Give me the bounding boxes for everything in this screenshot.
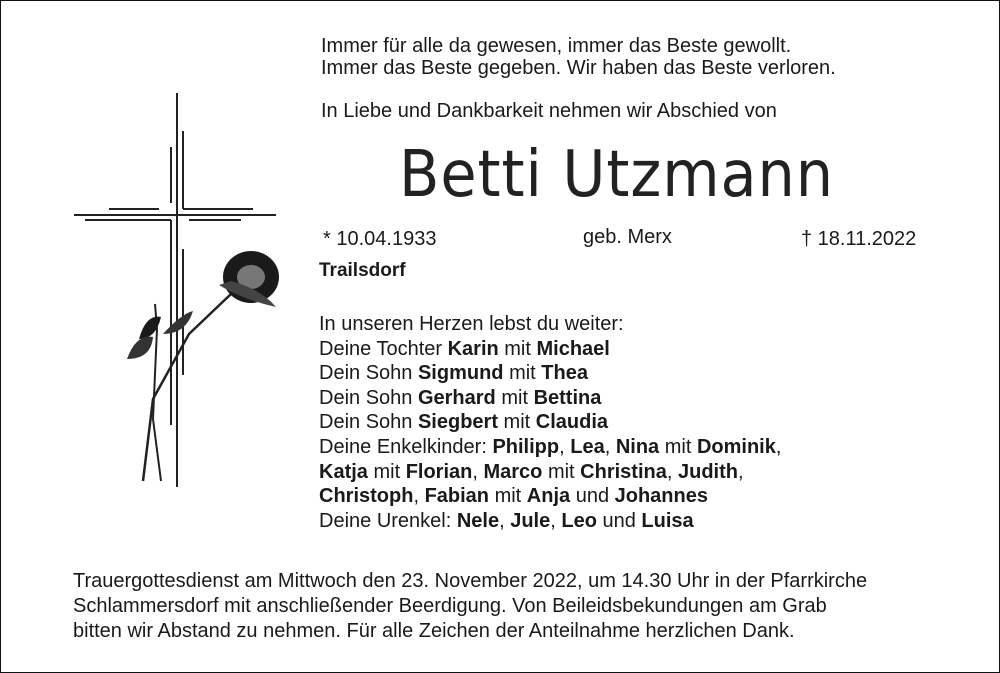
verse-line-1: Immer für alle da gewesen, immer das Beste gewollt. bbox=[321, 35, 792, 57]
family-text: , bbox=[559, 436, 571, 458]
intro-text: In Liebe und Dankbarkeit nehmen wir Abschied von bbox=[321, 100, 777, 122]
family-member-name: Christoph bbox=[319, 485, 414, 508]
family-member-name: Karin bbox=[447, 337, 499, 360]
family-line bbox=[319, 436, 781, 458]
family-member-name: Nina bbox=[615, 436, 660, 458]
family-line bbox=[319, 313, 624, 335]
family-text: , bbox=[775, 436, 782, 458]
family-member-name: Thea bbox=[541, 362, 588, 385]
family-member-name: Leo bbox=[561, 509, 597, 532]
family-text: und bbox=[596, 509, 642, 532]
family-member-name: Sigmund bbox=[417, 362, 504, 385]
family-member-name: Dominik bbox=[696, 436, 776, 458]
service-line-1: Trauergottesdienst am Mittwoch den 23. November 2022, um 14.30 Uhr in der Pfarrkirche bbox=[73, 570, 868, 592]
family-text: mit bbox=[659, 436, 697, 458]
family-text: , bbox=[413, 485, 425, 508]
family-member-name: Judith bbox=[677, 460, 738, 483]
family-member-name: Philipp bbox=[492, 436, 560, 458]
family-line bbox=[319, 362, 588, 384]
family-text: Deine Enkelkinder: bbox=[319, 436, 493, 458]
family-member-name: Anja bbox=[526, 485, 571, 508]
family-member-name: Siegbert bbox=[417, 411, 498, 434]
family-text: , bbox=[604, 436, 616, 458]
family-text: , bbox=[666, 460, 678, 483]
family-text: , bbox=[737, 460, 744, 483]
birth-date: * 10.04.1933 bbox=[323, 228, 437, 250]
family-text: , bbox=[472, 460, 484, 483]
family-text: mit bbox=[489, 485, 527, 508]
service-line-3: bitten wir Abstand zu nehmen. Für alle Zeichen der Anteilnahme herzlichen Dank. bbox=[73, 620, 795, 642]
family-text: , bbox=[499, 509, 511, 532]
family-text: mit bbox=[367, 460, 406, 483]
cross-with-rose-icon bbox=[61, 89, 301, 499]
family-member-name: Florian bbox=[405, 460, 473, 483]
place: Trailsdorf bbox=[319, 260, 406, 281]
family-text: , bbox=[550, 509, 562, 532]
family-text: Deine Tochter bbox=[319, 337, 448, 360]
family-member-name: Luisa bbox=[641, 509, 694, 532]
family-text: mit bbox=[542, 460, 581, 483]
family-text: mit bbox=[498, 411, 536, 434]
family-member-name: Claudia bbox=[535, 411, 609, 434]
death-date: † 18.11.2022 bbox=[801, 228, 917, 250]
service-line-2: Schlammersdorf mit anschließender Beerdigung. Von Beileidsbekundungen am Grab bbox=[73, 595, 827, 617]
family-member-name: Gerhard bbox=[417, 386, 496, 409]
family-member-name: Michael bbox=[536, 337, 610, 360]
family-text: Dein Sohn bbox=[319, 386, 418, 409]
family-text: mit bbox=[503, 362, 542, 385]
family-member-name: Fabian bbox=[424, 485, 490, 508]
family-text: Deine Urenkel: bbox=[319, 509, 457, 532]
family-member-name: Marco bbox=[483, 460, 543, 483]
family-member-name: Johannes bbox=[614, 485, 708, 508]
family-member-name: Nele bbox=[456, 509, 500, 532]
maiden-name: geb. Merx bbox=[583, 226, 672, 248]
family-member-name: Christina bbox=[580, 460, 667, 483]
family-text: mit bbox=[498, 337, 537, 360]
family-line bbox=[319, 387, 601, 409]
family-line bbox=[319, 411, 608, 433]
family-text: und bbox=[570, 485, 615, 508]
deceased-name: Betti Utzmann bbox=[399, 138, 834, 212]
family-member-name: Katja bbox=[319, 460, 368, 483]
family-member-name: Bettina bbox=[533, 386, 602, 409]
family-text: Dein Sohn bbox=[319, 411, 418, 434]
family-line bbox=[319, 338, 610, 360]
family-member-name: Jule bbox=[510, 509, 551, 532]
family-text: In unseren Herzen lebst du weiter: bbox=[319, 313, 624, 335]
family-line bbox=[319, 485, 708, 507]
family-text: mit bbox=[495, 386, 534, 409]
family-line bbox=[319, 461, 744, 483]
family-line bbox=[319, 510, 694, 532]
family-text: Dein Sohn bbox=[319, 362, 418, 385]
family-member-name: Lea bbox=[570, 436, 605, 458]
verse-line-2: Immer das Beste gegeben. Wir haben das Beste verloren. bbox=[321, 57, 836, 79]
